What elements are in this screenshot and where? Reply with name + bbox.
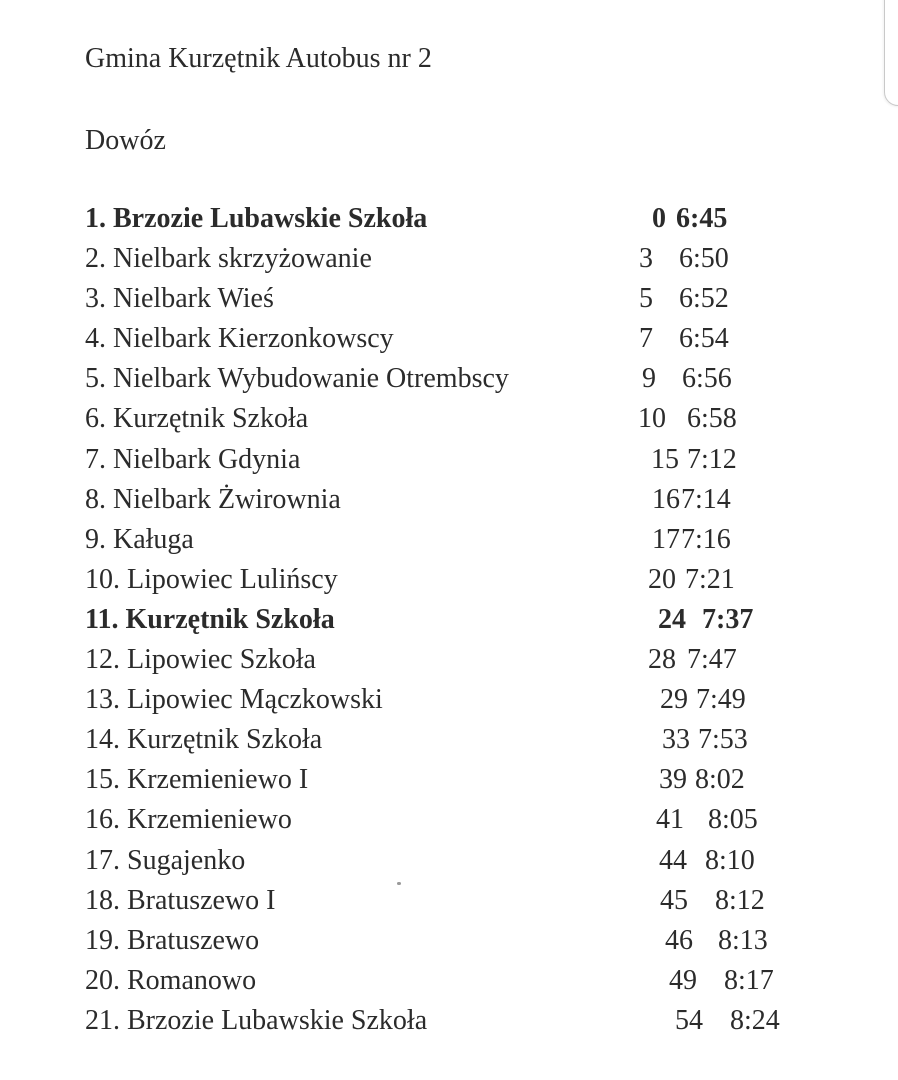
stop-time: 7:53 (698, 724, 748, 756)
stop-time: 8:12 (715, 884, 765, 916)
stop-time: 6:54 (679, 323, 729, 355)
scan-speck (397, 882, 401, 885)
stop-km: 20 (648, 563, 676, 595)
stop-km: 3 (639, 243, 653, 275)
stop-time: 8:02 (695, 764, 745, 796)
stop-time: 8:17 (724, 964, 774, 996)
stop-km: 7 (639, 323, 653, 355)
stop-km: 49 (669, 964, 697, 996)
stop-list (0, 199, 898, 1041)
stop-row (0, 961, 898, 1001)
stop-time: 8:05 (708, 804, 758, 836)
stop-name: 9. Kaługa (85, 523, 194, 555)
stop-km: 46 (665, 924, 693, 956)
stop-time: 8:10 (705, 844, 755, 876)
stop-km: 15 (651, 443, 679, 475)
stop-name: 3. Nielbark Wieś (85, 283, 274, 315)
stop-km: 29 (660, 684, 688, 716)
stop-name: 16. Krzemieniewo (85, 804, 292, 836)
stop-time: 7:47 (687, 644, 737, 676)
stop-time: 7:49 (696, 684, 746, 716)
stop-row (0, 359, 898, 399)
stop-km: 0 (652, 203, 666, 234)
stop-time: 7:21 (685, 563, 735, 595)
stop-km: 54 (675, 1004, 703, 1036)
stop-row (0, 279, 898, 319)
stop-time: 8:24 (730, 1004, 780, 1036)
stop-row (0, 399, 898, 439)
stop-name: 8. Nielbark Żwirownia (85, 483, 341, 515)
stop-name: 13. Lipowiec Mączkowski (85, 684, 383, 716)
stop-name: 5. Nielbark Wybudowanie Otrembscy (85, 363, 509, 395)
stop-row (0, 720, 898, 760)
stop-km: 39 (659, 764, 687, 796)
stop-row (0, 640, 898, 680)
stop-time: 6:50 (679, 243, 729, 275)
stop-name: 18. Bratuszewo I (85, 884, 276, 916)
stop-name: 10. Lipowiec Lulińscy (85, 563, 338, 595)
stop-row (0, 199, 898, 239)
stop-row (0, 319, 898, 359)
stop-km: 16 (652, 483, 680, 515)
stop-name: 14. Kurzętnik Szkoła (85, 724, 323, 756)
stop-row (0, 1001, 898, 1041)
stop-name: 15. Krzemieniewo I (85, 764, 309, 796)
stop-time: 7:12 (687, 443, 737, 475)
stop-time: 6:56 (682, 363, 732, 395)
stop-name: 21. Brzozie Lubawskie Szkoła (85, 1004, 428, 1036)
stop-row (0, 239, 898, 279)
stop-row (0, 480, 898, 520)
document-title: Gmina Kurzętnik Autobus nr 2 (85, 43, 432, 74)
stop-time: 6:52 (679, 283, 729, 315)
stop-km: 9 (642, 363, 656, 395)
stop-km: 44 (659, 844, 687, 876)
stop-time: 8:13 (718, 924, 768, 956)
stop-name: 19. Bratuszewo (85, 924, 260, 956)
stop-name: 20. Romanowo (85, 964, 257, 996)
stop-row (0, 881, 898, 921)
stop-name: 1. Brzozie Lubawskie Szkoła (85, 203, 428, 234)
stop-time: 7:14 (681, 483, 731, 515)
stop-time: 6:58 (687, 403, 737, 435)
stop-km: 28 (648, 644, 676, 676)
stop-name: 11. Kurzętnik Szkoła (85, 603, 335, 635)
stop-row (0, 760, 898, 800)
stop-km: 24 (658, 603, 686, 635)
stop-row (0, 560, 898, 600)
stop-row (0, 440, 898, 480)
stop-name: 6. Kurzętnik Szkoła (85, 403, 309, 435)
document-subtitle: Dowóz (85, 125, 166, 156)
stop-time: 6:45 (676, 203, 728, 234)
stop-row (0, 680, 898, 720)
stop-row (0, 600, 898, 640)
stop-km: 5 (639, 283, 653, 315)
stop-km: 33 (662, 724, 690, 756)
stop-time: 7:16 (681, 523, 731, 555)
stop-time: 7:37 (702, 603, 754, 635)
stop-row (0, 520, 898, 560)
stop-km: 10 (638, 403, 666, 435)
stop-name: 4. Nielbark Kierzonkowscy (85, 323, 394, 355)
stop-km: 17 (652, 523, 680, 555)
stop-row (0, 841, 898, 881)
stop-row (0, 921, 898, 961)
stop-name: 12. Lipowiec Szkoła (85, 644, 316, 676)
stop-km: 41 (656, 804, 684, 836)
stop-name: 17. Sugajenko (85, 844, 246, 876)
stop-name: 2. Nielbark skrzyżowanie (85, 243, 372, 275)
stop-name: 7. Nielbark Gdynia (85, 443, 301, 475)
page-corner-frame (884, 0, 898, 106)
stop-row (0, 800, 898, 840)
stop-km: 45 (660, 884, 688, 916)
